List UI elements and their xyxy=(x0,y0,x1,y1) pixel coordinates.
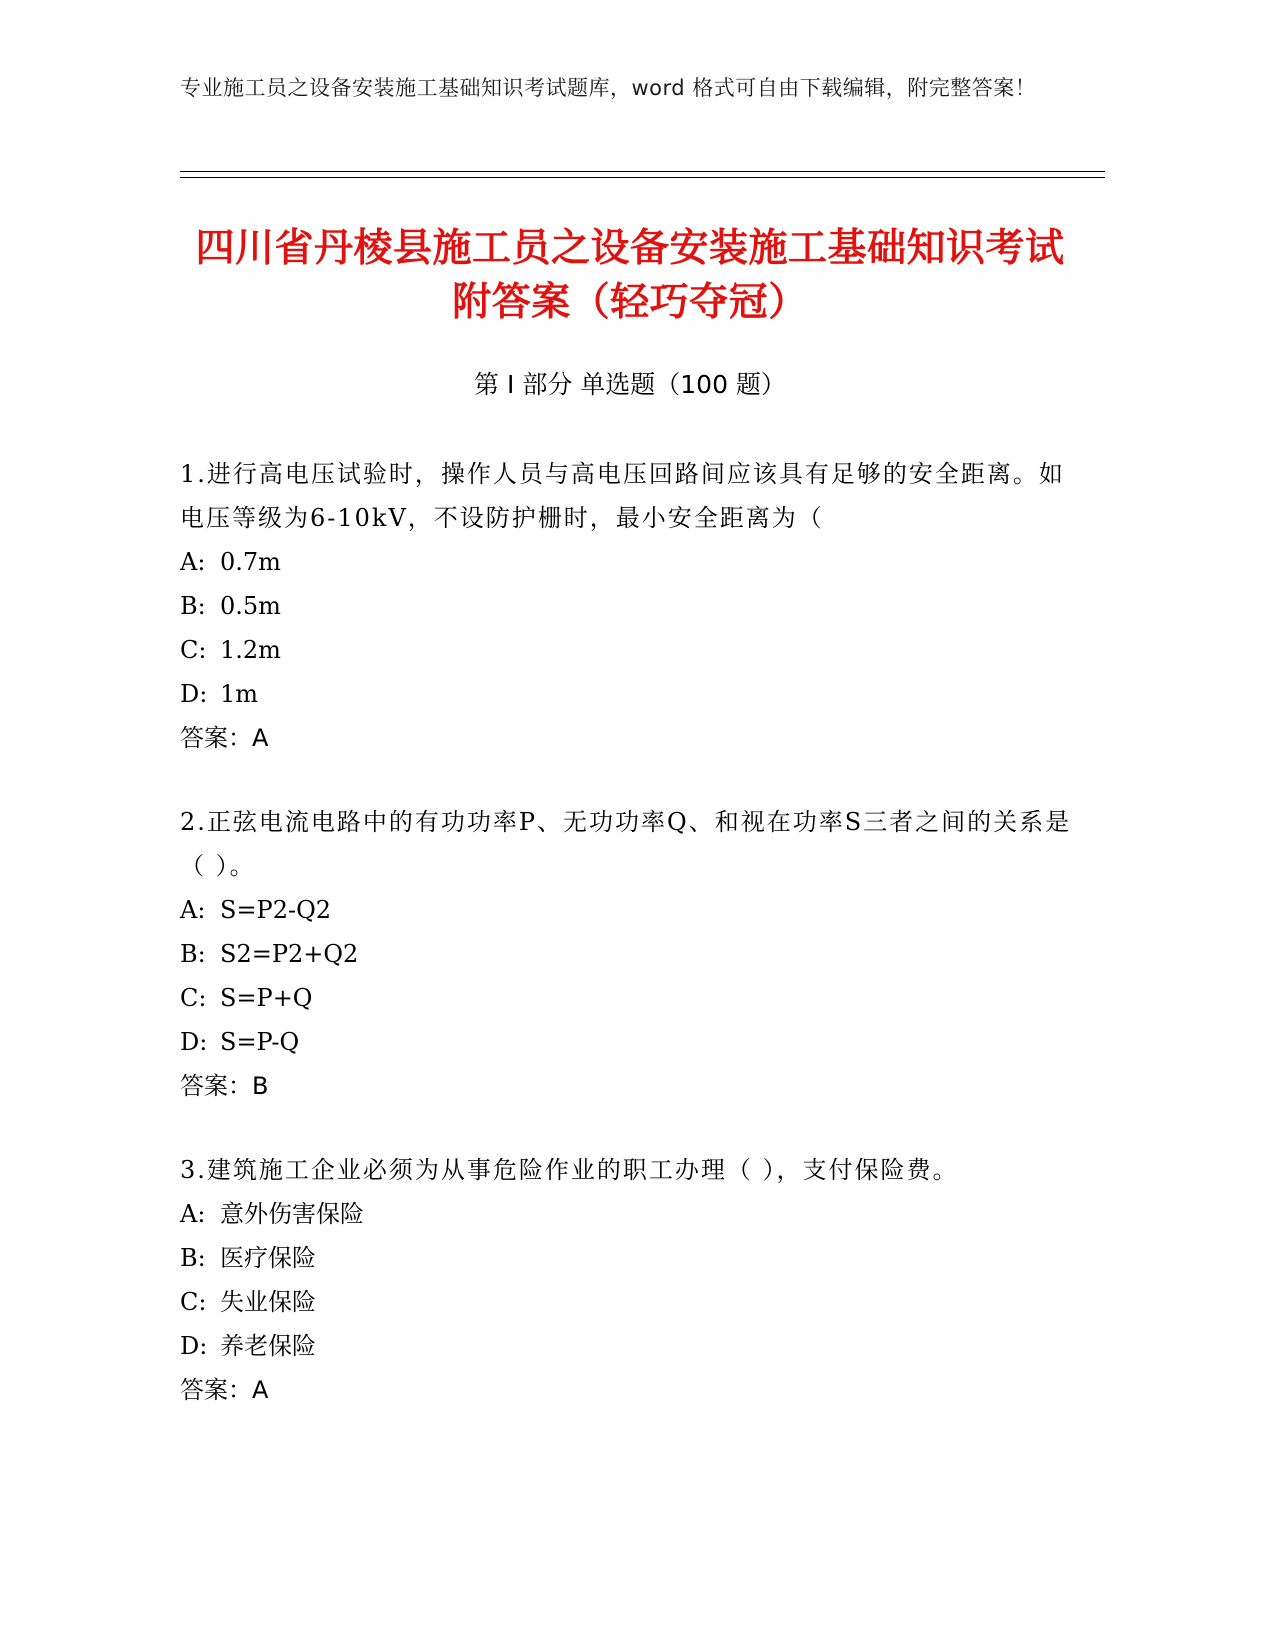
option-text: 失业保险 xyxy=(220,1288,316,1316)
option-letter: C: xyxy=(180,1288,207,1316)
option-letter: A: xyxy=(180,548,206,576)
option-letter: A: xyxy=(180,896,206,924)
option-letter: D: xyxy=(180,680,208,708)
answer-option xyxy=(180,1280,1080,1324)
question-stem: 2.正弦电流电路中的有功功率P、无功功率Q、和视在功率S三者之间的关系是（ ）。 xyxy=(180,808,1072,880)
question-stem: 3.建筑施工企业必须为从事危险作业的职工办理（ ），支付保险费。 xyxy=(180,1156,959,1184)
option-text: 养老保险 xyxy=(220,1332,316,1360)
answer-option xyxy=(180,1236,1080,1280)
header-divider-line xyxy=(180,171,1105,172)
answer-option xyxy=(180,976,1080,1020)
option-text: S=P+Q xyxy=(220,984,313,1012)
option-text: 0.5m xyxy=(220,592,281,620)
option-text: 医疗保险 xyxy=(220,1244,316,1272)
answer-option xyxy=(180,1192,1080,1236)
question-block xyxy=(180,1148,1080,1412)
document-title: 四川省丹棱县施工员之设备安装施工基础知识考试附答案（轻巧夺冠） xyxy=(195,226,1065,325)
answer-option xyxy=(180,540,1080,584)
option-letter: C: xyxy=(180,636,207,664)
answer-option xyxy=(180,672,1080,716)
option-letter: A: xyxy=(180,1200,206,1228)
question-block xyxy=(180,452,1080,760)
question-stem: 1.进行高电压试验时，操作人员与高电压回路间应该具有足够的安全距离。如电压等级为6-10kV，不设防护栅时，最小安全距离为（ xyxy=(180,460,1065,532)
answer-option xyxy=(180,932,1080,976)
answer-key: 答案：A xyxy=(180,724,269,752)
option-letter: B: xyxy=(180,940,206,968)
option-text: S2=P2+Q2 xyxy=(220,940,359,968)
answer-option xyxy=(180,1324,1080,1368)
option-text: 1m xyxy=(220,680,259,708)
answer-option xyxy=(180,628,1080,672)
header-note: 专业施工员之设备安装施工基础知识考试题库，word 格式可自由下载编辑，附完整答案！ xyxy=(180,76,1037,100)
answer-option xyxy=(180,888,1080,932)
option-text: S=P2-Q2 xyxy=(220,896,332,924)
option-letter: D: xyxy=(180,1028,208,1056)
question-block xyxy=(180,800,1080,1108)
answer-option xyxy=(180,584,1080,628)
header-divider-line xyxy=(180,177,1105,178)
option-letter: C: xyxy=(180,984,207,1012)
section-heading: 第 I 部分 单选题（100 题） xyxy=(474,370,786,399)
answer-key: 答案：A xyxy=(180,1376,269,1404)
option-text: 意外伤害保险 xyxy=(220,1200,364,1228)
option-letter: B: xyxy=(180,592,206,620)
option-text: S=P-Q xyxy=(220,1028,300,1056)
option-text: 1.2m xyxy=(220,636,281,664)
option-letter: B: xyxy=(180,1244,206,1272)
option-letter: D: xyxy=(180,1332,208,1360)
answer-option xyxy=(180,1020,1080,1064)
answer-key: 答案：B xyxy=(180,1072,269,1100)
option-text: 0.7m xyxy=(220,548,281,576)
